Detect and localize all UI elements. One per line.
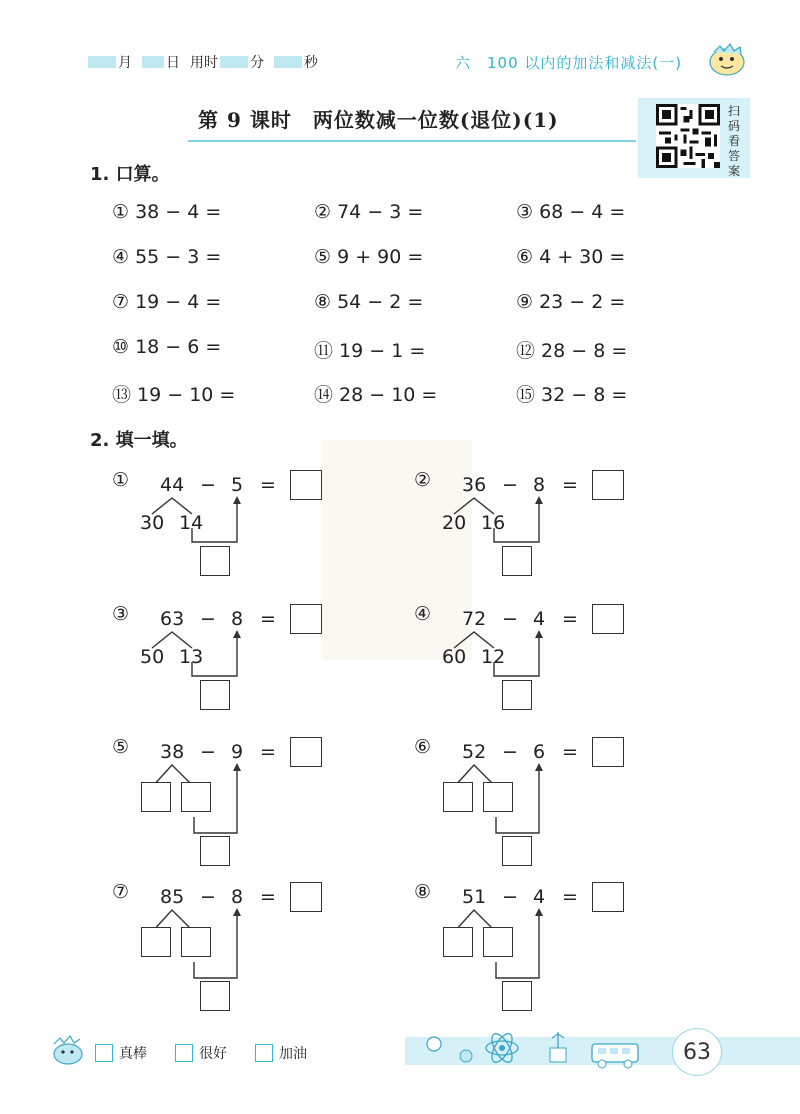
oral-calc-item: ⑨ 23 − 2 = <box>516 291 626 313</box>
answer-box[interactable] <box>290 737 322 767</box>
split-box-right[interactable] <box>483 927 513 957</box>
minus-sign: − <box>200 474 216 496</box>
oral-calc-item: ② 74 − 3 = <box>314 201 424 223</box>
minus-sign: − <box>502 886 518 908</box>
unit-title: 六 100 以内的加法和减法(一) <box>455 54 683 72</box>
intermediate-box[interactable] <box>502 546 532 576</box>
oral-calc-item: ⑮ 32 − 8 = <box>516 384 628 406</box>
intermediate-box[interactable] <box>502 981 532 1011</box>
intermediate-box[interactable] <box>200 981 230 1011</box>
oral-calc-item: ⑪ 19 − 1 = <box>314 340 426 362</box>
split-box-right[interactable] <box>181 927 211 957</box>
split-ones: 16 <box>481 512 506 534</box>
intermediate-box[interactable] <box>502 680 532 710</box>
oral-calc-item: ⑩ 18 − 6 = <box>112 336 222 358</box>
equals-sign: = <box>562 741 578 763</box>
minus-sign: − <box>200 741 216 763</box>
subtrahend: 6 <box>533 741 546 763</box>
minute-blank[interactable] <box>220 56 248 68</box>
split-box-right[interactable] <box>483 782 513 812</box>
split-box-left[interactable] <box>443 782 473 812</box>
answer-box[interactable] <box>592 882 624 912</box>
subtrahend: 5 <box>231 474 244 496</box>
study-record <box>88 52 328 72</box>
answer-box[interactable] <box>592 737 624 767</box>
problem-number: ③ <box>112 603 130 625</box>
intermediate-box[interactable] <box>200 836 230 866</box>
minus-sign: − <box>502 474 518 496</box>
lesson-title: 第 9 课时 两位数减一位数(退位)(1) <box>198 108 559 132</box>
rating-good[interactable] <box>175 1043 227 1063</box>
rating-great-label: 真棒 <box>119 1046 147 1062</box>
answer-box[interactable] <box>592 470 624 500</box>
split-tens: 60 <box>442 646 467 668</box>
equals-sign: = <box>562 608 578 630</box>
oral-calc-item: ⑭ 28 − 10 = <box>314 384 438 406</box>
minuend: 44 <box>160 474 185 496</box>
split-box-right[interactable] <box>181 782 211 812</box>
minuend: 52 <box>462 741 487 763</box>
answer-box[interactable] <box>290 604 322 634</box>
split-box-left[interactable] <box>141 782 171 812</box>
minuend: 36 <box>462 474 487 496</box>
day-blank[interactable] <box>142 56 164 68</box>
split-ones: 13 <box>179 646 204 668</box>
oral-calc-item: ⑧ 54 − 2 = <box>314 291 424 313</box>
equals-sign: = <box>562 886 578 908</box>
equals-sign: = <box>260 608 276 630</box>
problem-number: ⑧ <box>414 881 432 903</box>
split-box-left[interactable] <box>443 927 473 957</box>
problem-number: ② <box>414 469 432 491</box>
intermediate-box[interactable] <box>200 680 230 710</box>
rating-great[interactable] <box>95 1043 147 1063</box>
second-blank[interactable] <box>274 56 302 68</box>
footer-decoration-icon <box>420 1026 660 1070</box>
equals-sign: = <box>562 474 578 496</box>
mascot-footer-icon <box>46 1032 92 1068</box>
minuend: 85 <box>160 886 185 908</box>
rating-great-checkbox[interactable] <box>95 1044 113 1062</box>
problem-number: ① <box>112 469 130 491</box>
section1-heading: 1. 口算。 <box>90 164 170 185</box>
split-box-left[interactable] <box>141 927 171 957</box>
minuend: 51 <box>462 886 487 908</box>
subtrahend: 8 <box>231 608 244 630</box>
rating-keep-going-checkbox[interactable] <box>255 1044 273 1062</box>
split-tens: 30 <box>140 512 165 534</box>
month-blank[interactable] <box>88 56 116 68</box>
minute-label: 分 <box>250 55 264 71</box>
subtrahend: 8 <box>231 886 244 908</box>
split-tens: 20 <box>442 512 467 534</box>
split-tens: 50 <box>140 646 165 668</box>
equals-sign: = <box>260 886 276 908</box>
minus-sign: − <box>200 608 216 630</box>
minuend: 72 <box>462 608 487 630</box>
problem-number: ⑥ <box>414 736 432 758</box>
answer-box[interactable] <box>290 470 322 500</box>
time-used-label: 用时 <box>190 55 218 71</box>
oral-calc-item: ④ 55 − 3 = <box>112 246 222 268</box>
page-number: 63 <box>672 1028 722 1076</box>
subtrahend: 9 <box>231 741 244 763</box>
minus-sign: − <box>200 886 216 908</box>
subtrahend: 4 <box>533 608 546 630</box>
rating-keep-going-label: 加油 <box>279 1046 307 1062</box>
oral-calc-item: ⑦ 19 − 4 = <box>112 291 222 313</box>
title-underline <box>188 140 636 142</box>
minuend: 38 <box>160 741 185 763</box>
equals-sign: = <box>260 474 276 496</box>
answer-box[interactable] <box>290 882 322 912</box>
oral-calc-item: ⑬ 19 − 10 = <box>112 384 236 406</box>
day-label: 日 <box>166 55 180 71</box>
month-label: 月 <box>118 55 132 71</box>
oral-calc-item: ⑥ 4 + 30 = <box>516 246 626 268</box>
second-label: 秒 <box>304 55 318 71</box>
split-ones: 12 <box>481 646 506 668</box>
subtrahend: 4 <box>533 886 546 908</box>
problem-number: ⑤ <box>112 736 130 758</box>
split-ones: 14 <box>179 512 204 534</box>
oral-calc-item: ⑫ 28 − 8 = <box>516 340 628 362</box>
section2-heading: 2. 填一填。 <box>90 430 188 451</box>
rating-keep-going[interactable] <box>255 1043 307 1063</box>
oral-calc-item: ③ 68 − 4 = <box>516 201 626 223</box>
problem-number: ⑦ <box>112 881 130 903</box>
minuend: 63 <box>160 608 185 630</box>
oral-calc-item: ① 38 − 4 = <box>112 201 222 223</box>
equals-sign: = <box>260 741 276 763</box>
qr-code-icon[interactable] <box>656 104 720 168</box>
subtrahend: 8 <box>533 474 546 496</box>
qr-caption: 扫码看答案 <box>728 104 741 178</box>
rating-good-checkbox[interactable] <box>175 1044 193 1062</box>
minus-sign: − <box>502 608 518 630</box>
rating-good-label: 很好 <box>199 1046 227 1062</box>
minus-sign: − <box>502 741 518 763</box>
answer-box[interactable] <box>592 604 624 634</box>
mascot-icon <box>704 38 750 78</box>
oral-calc-item: ⑤ 9 + 90 = <box>314 246 424 268</box>
intermediate-box[interactable] <box>502 836 532 866</box>
problem-number: ④ <box>414 603 432 625</box>
intermediate-box[interactable] <box>200 546 230 576</box>
